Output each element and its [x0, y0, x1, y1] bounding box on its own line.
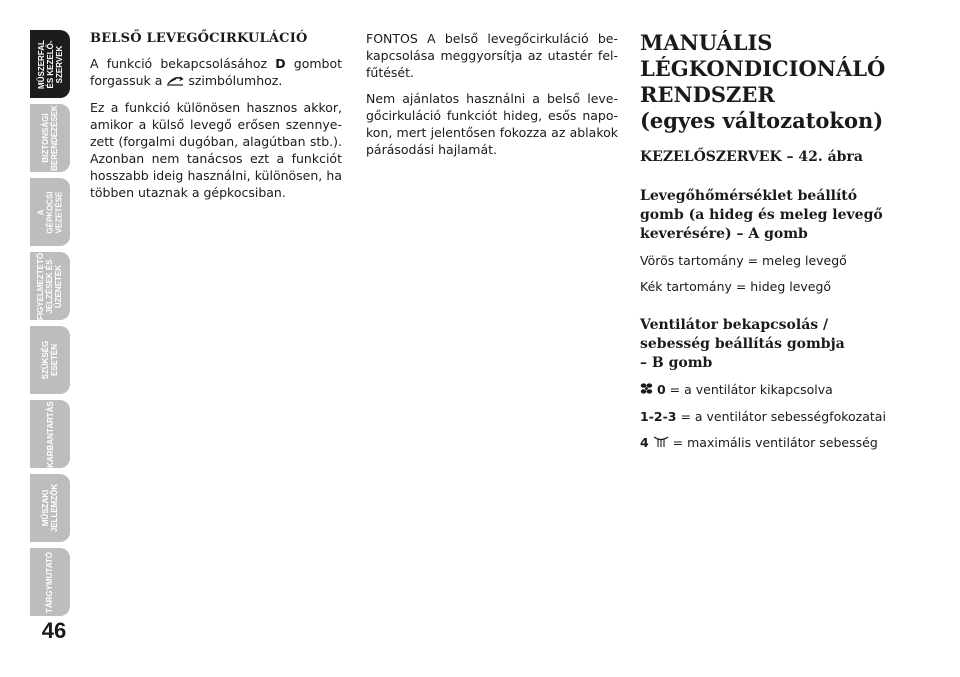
page-number: 46: [41, 618, 67, 643]
title-line: (egyes változatokon): [640, 108, 884, 133]
text: szimbólumhoz.: [184, 73, 283, 88]
heading-line: keverésére) – A gomb: [640, 226, 808, 242]
text: = maximális ventilátor sebesség: [672, 435, 878, 450]
title-line: RENDSZER: [640, 82, 775, 107]
heading-line: sebesség beállítás gombja: [640, 336, 845, 352]
recirculation-icon: [166, 73, 184, 90]
text: A funkció bekapcsolásához: [90, 56, 276, 71]
tab-karbantartas[interactable]: [30, 400, 70, 468]
fan-max-line: [640, 434, 910, 452]
text: gombot forgassuk a: [90, 56, 343, 88]
fan-max-icon: [653, 435, 669, 452]
temperature-knob-heading: [640, 187, 910, 244]
tab-label: BIZTONSÁGI BERENDEZÉSEK: [41, 105, 60, 171]
key-value: 0: [656, 382, 666, 397]
tab-biztonsagi[interactable]: [30, 104, 70, 172]
fan-speeds-line: [640, 408, 910, 425]
key-value: 1-2-3: [640, 409, 677, 424]
title-line: MANUÁLIS: [640, 30, 773, 55]
page-title: [640, 30, 910, 134]
tab-label: A GÉPKOCSI VEZETÉSE: [36, 190, 64, 234]
fan-off-line: [640, 381, 910, 399]
tab-label: SZÜKSÉG ESETÉN: [41, 340, 59, 380]
tab-label: FIGYELMEZTETŐ JELZÉSEK ÉS ÜZENETEK: [36, 252, 64, 320]
tab-gepkocsi-vezetese[interactable]: [30, 178, 70, 246]
paragraph: [90, 55, 342, 90]
heading-line: – B gomb: [640, 355, 713, 371]
tab-muszaki-jellemzok[interactable]: [30, 474, 70, 542]
column-manual-ac: [640, 30, 910, 461]
key-letter: D: [275, 56, 286, 71]
heading-line: Levegőhőmérséklet beállító: [640, 188, 858, 204]
fan-icon: [640, 382, 653, 399]
fan-knob-heading: [640, 316, 910, 373]
paragraph: FONTOS A belső levegőcirkuláció bekapcsolása meggyorsítja az utastér felfűtését.: [366, 31, 618, 80]
tab-figyelmezteto[interactable]: [30, 252, 70, 320]
tab-szukseg-eseten[interactable]: [30, 326, 70, 394]
red-range-line: Vörös tartomány = meleg levegő: [640, 253, 847, 268]
section-heading: BELSŐ LEVEGŐCIRKULÁCIÓ: [90, 31, 308, 46]
tab-label: TÁRGYMUTATÓ: [45, 551, 55, 613]
column-recirculation: [90, 30, 342, 210]
tab-muszerfal[interactable]: [30, 30, 70, 98]
text: = a ventilátor kikapcsolva: [665, 382, 833, 397]
key-value: 4: [640, 435, 649, 450]
tab-label: MŰSZERFAL ÉS KEZELŐ- SZERVEK: [36, 39, 64, 89]
paragraph: Nem ajánlatos használni a belső levegőcirkuláció funkciót hideg, esős napokon, mert jelentősen fokozza az ablakok párásodási hajlamát.: [366, 91, 618, 157]
tab-label: KARBANTARTÁS: [45, 400, 55, 468]
heading-line: gomb (a hideg és meleg levegő: [640, 207, 883, 223]
tab-label: MŰSZAKI JELLEMZŐK: [41, 483, 60, 533]
text: = a ventilátor sebességfokozatai: [676, 409, 886, 424]
title-line: LÉGKONDICIONÁLÓ: [640, 56, 886, 81]
tab-targymutato[interactable]: [30, 548, 70, 616]
paragraph: Ez a funkció különösen hasznos akkor, amikor a külső levegő erősen szennyezett (forgalmi dugóban, alagútban stb.). Azonban nem tanácsos ezt a funkciót hosszabb ideig használni, különösen, ha többen utaznak a gépkocsiban.: [90, 100, 342, 200]
column-notes: [366, 30, 618, 167]
controls-heading: KEZELŐSZERVEK – 42. ábra: [640, 149, 863, 165]
blue-range-line: Kék tartomány = hideg levegő: [640, 279, 832, 294]
heading-line: Ventilátor bekapcsolás /: [640, 317, 829, 333]
